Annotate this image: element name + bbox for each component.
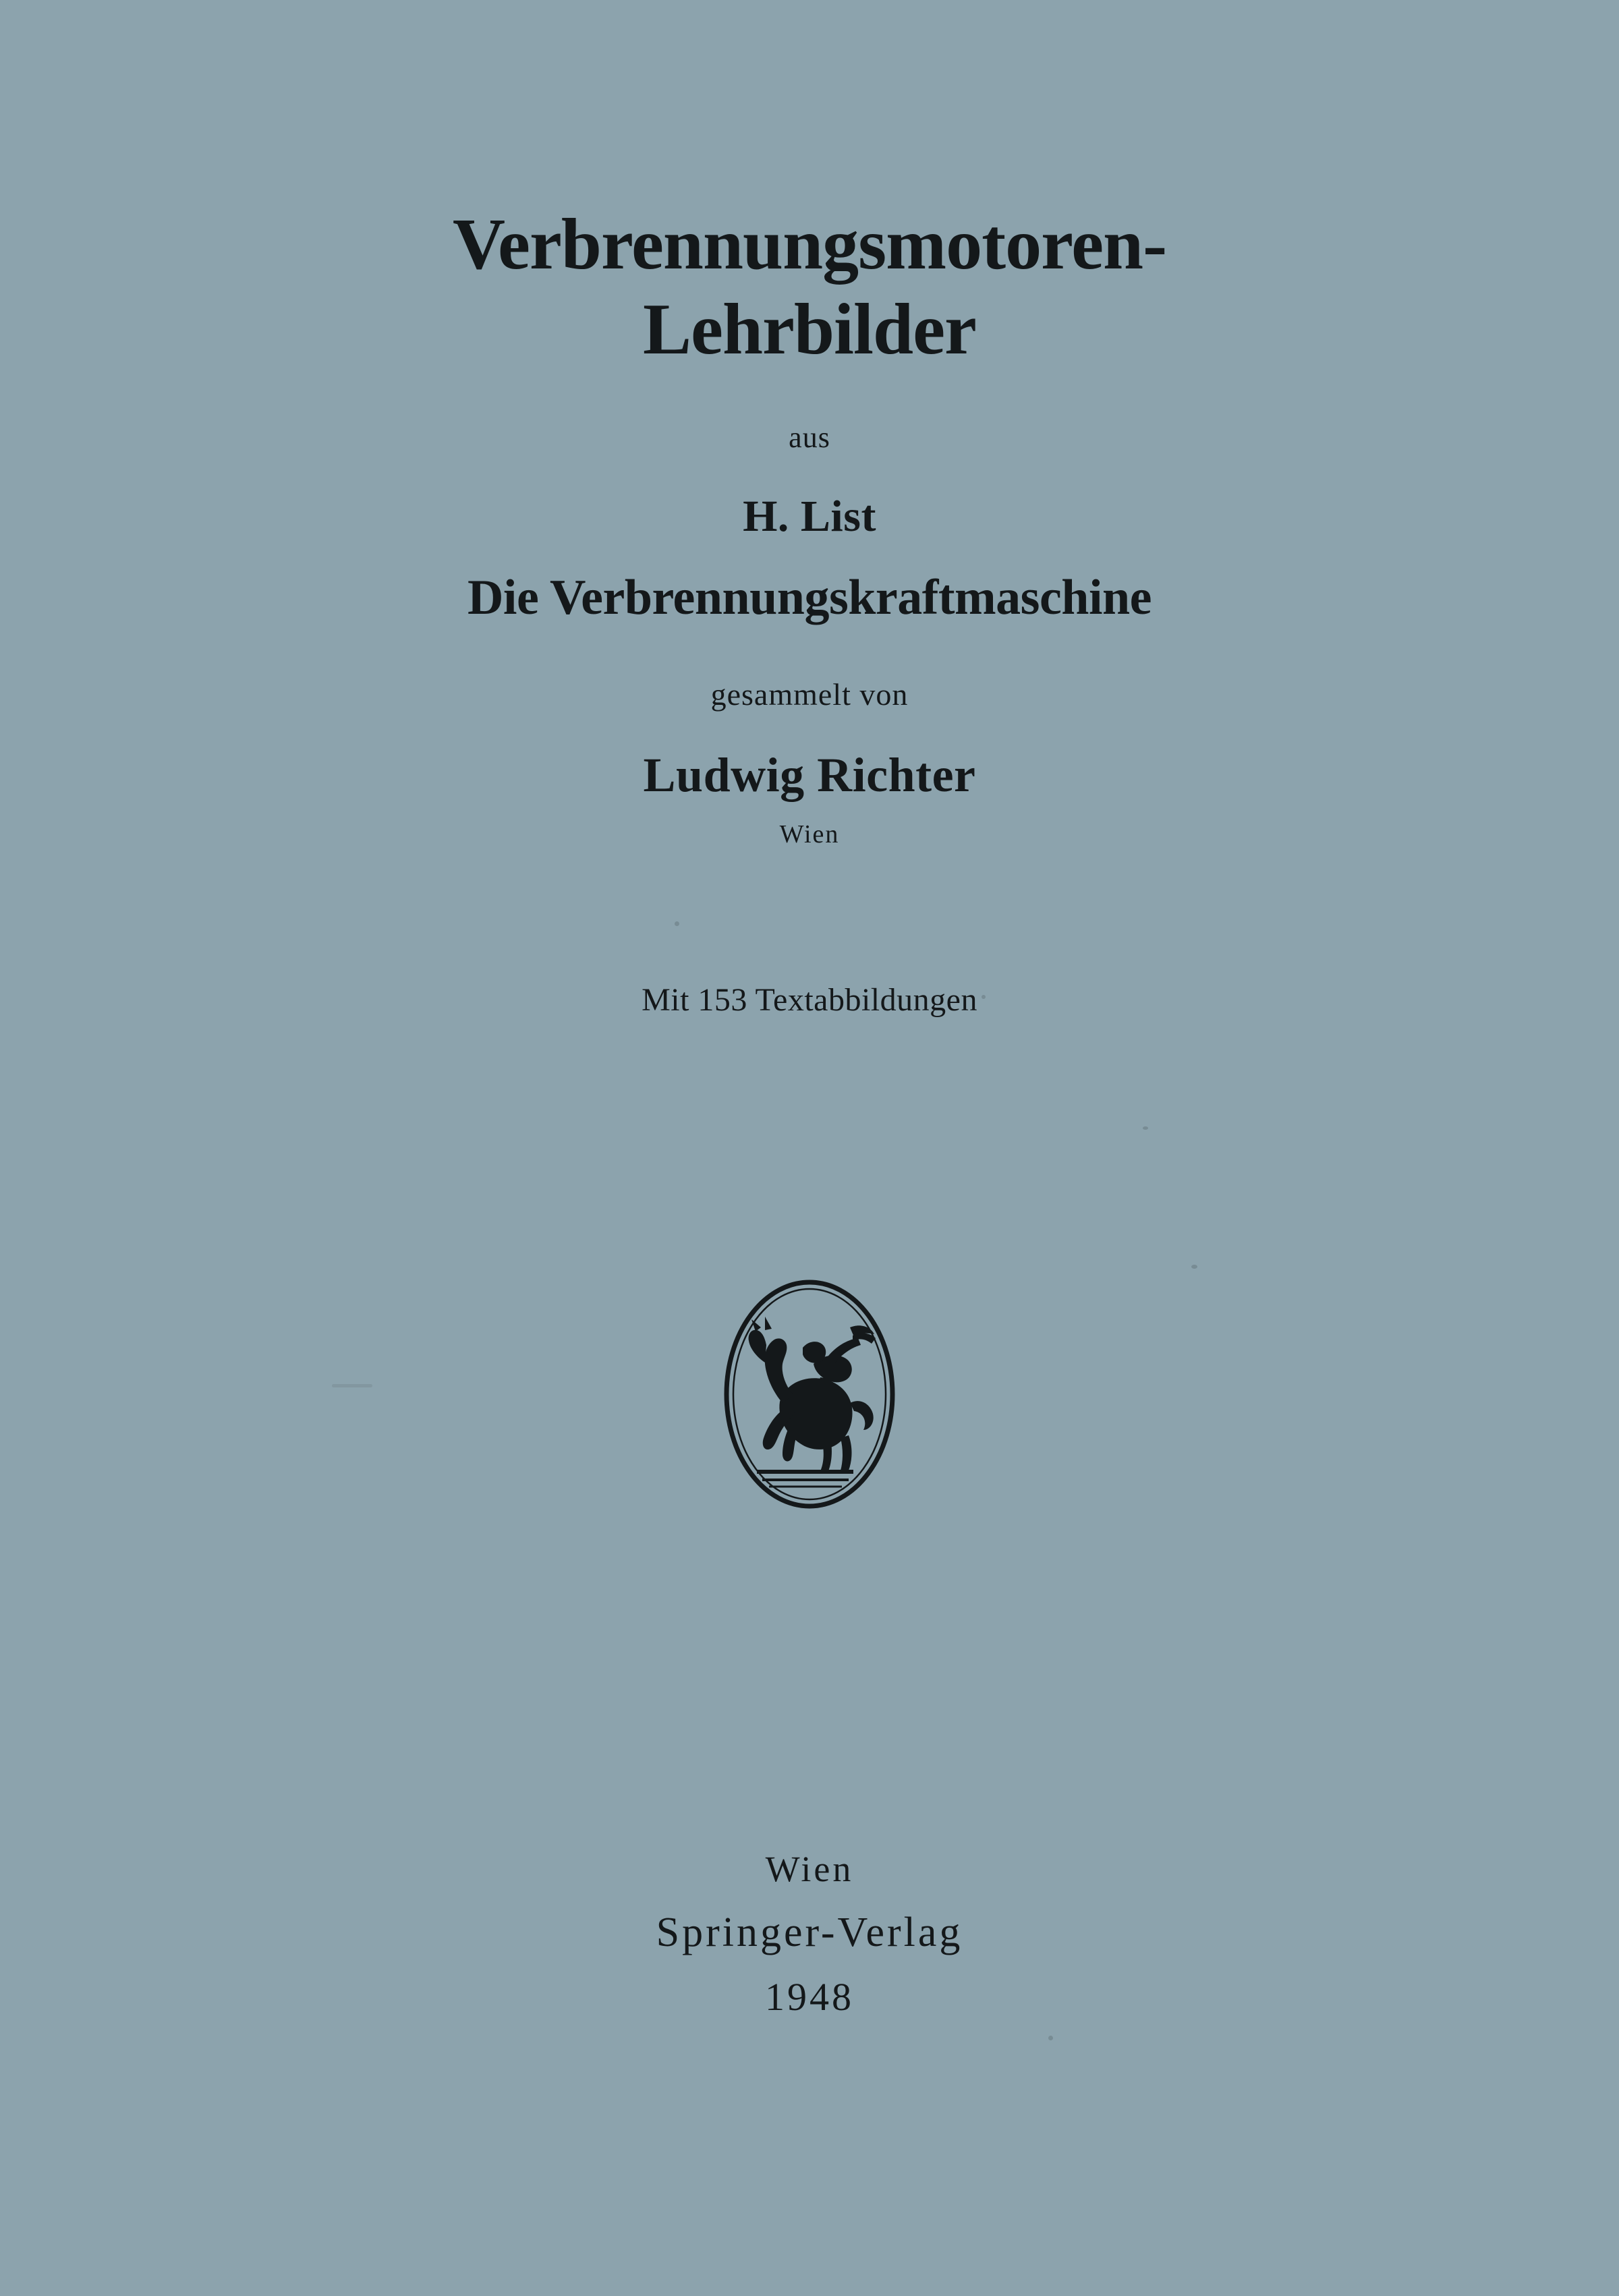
figures-note: Mit 153 Textabbildungen	[642, 981, 977, 1018]
imprint-city: Wien	[765, 1849, 854, 1889]
collector-city: Wien	[779, 820, 840, 849]
source-preposition: aus	[789, 420, 830, 454]
book-title	[0, 202, 1619, 373]
imprint-year: 1948	[765, 1975, 854, 2019]
springer-horse-rider-logo-icon	[715, 1269, 904, 1519]
imprint-publisher: Springer-Verlag	[656, 1910, 963, 1955]
collected-by-label: gesammelt von	[710, 677, 909, 712]
publisher-logo	[0, 1269, 1619, 1519]
collector-name: Ludwig Richter	[643, 747, 976, 802]
paper-speck	[1048, 2036, 1053, 2040]
imprint-block	[0, 1848, 1619, 2019]
source-author: H. List	[743, 491, 876, 541]
book-title-line-1: Verbrennungsmotoren-	[452, 204, 1167, 285]
source-work-title: Die Verbrennungskraftmaschine	[467, 569, 1152, 625]
book-title-line-2: Lehrbilder	[643, 289, 976, 370]
